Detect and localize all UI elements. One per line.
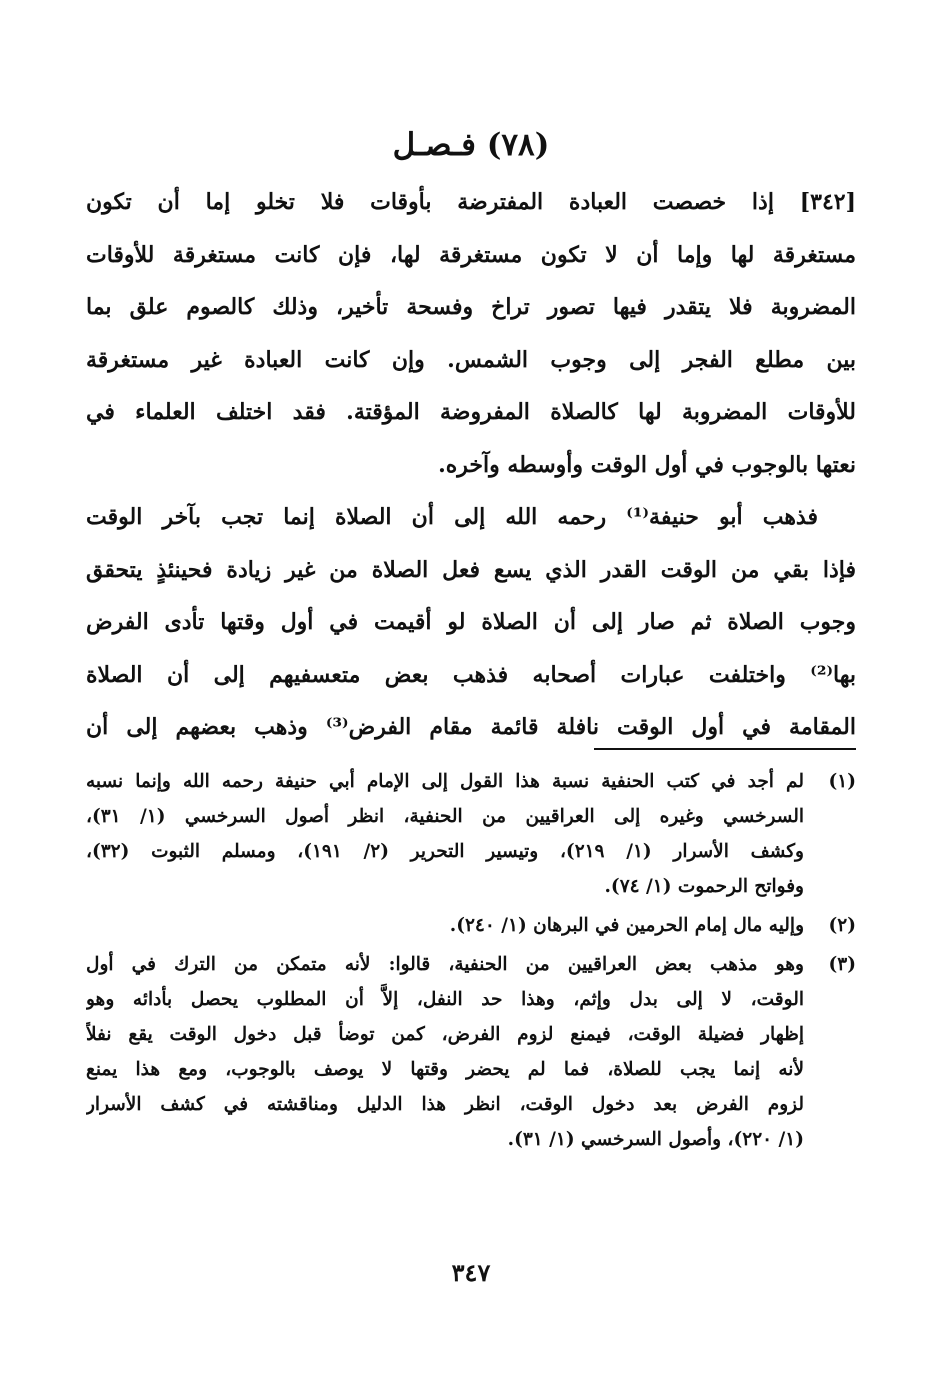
footnote-line: وفواتح الرحموت (١/ ٧٤). xyxy=(604,876,804,897)
text-line: فذهب أبو حنيفة⁽¹⁾ رحمه الله إلى أن الصلاة إنما تجب بآخر الوقت xyxy=(86,504,818,530)
footnote-number: (٣) xyxy=(828,954,856,975)
footnote-line: لم أجد في كتب الحنفية نسبة هذا القول إلى الإمام أبي حنيفة رحمه الله وإنما نسبه xyxy=(86,771,804,792)
text-line: المضروبة فلا يتقدر فيها تصور تراخ وفسحة تأخير، وذلك كالصوم علق بما xyxy=(86,294,856,320)
paragraph-2 xyxy=(86,491,856,754)
footnote-line: وكشف الأسرار (١/ ٢١٩)، وتيسير التحرير (٢/ ١٩١)، ومسلم الثبوت (٣٢)، xyxy=(86,841,804,862)
text-line: بها⁽²⁾ واختلفت عبارات أصحابه فذهب بعض متعسفيهم إلى أن الصلاة xyxy=(86,661,856,688)
footnote-line: الوقت، لا إلى بدل وإثم، وهذا حد النفل، إلاَّ أن المطلوب يحصل بأدائه وهو xyxy=(86,989,804,1010)
text-line: فإذا بقي من الوقت القدر الذي يسع فعل الصلاة من غير زيادة فحينئذٍ يتحقق xyxy=(86,556,856,583)
text-line: مستغرقة لها وإما أن لا تكون مستغرقة لها، فإن كانت مستغرقة للأوقات xyxy=(86,241,856,268)
text-line: وجوب الصلاة ثم صار إلى أن الصلاة لو أقيمت في أول وقتها تأدى الفرض xyxy=(86,609,856,635)
footnote-line: وهو مذهب بعض العراقيين من الحنفية، قالوا: لأنه متمكن من الترك في أول xyxy=(86,954,804,975)
main-text xyxy=(86,176,856,754)
paragraph-1 xyxy=(86,176,856,491)
text-line: بين مطلع الفجر إلى وجوب الشمس. وإن كانت العبادة غير مستغرقة xyxy=(86,346,856,373)
text-line: المقامة في أول الوقت نافلة قائمة مقام الفرض⁽³⁾ وذهب بعضهم إلى أن xyxy=(86,714,856,740)
footnote-line: لأنه إنما يجب للصلاة، فما لم يحضر وقتها لا يوصف بالوجوب، ومع هذا يمنع xyxy=(86,1059,804,1080)
footnotes xyxy=(86,764,856,1161)
footnote-number: (٢) xyxy=(828,915,856,936)
text-line: نعتها بالوجوب في أول الوقت وأوسطه وآخره. xyxy=(438,451,856,478)
footnote-2 xyxy=(86,908,856,943)
footnote-1 xyxy=(86,764,856,904)
section-title: (٧٨) فـصـل xyxy=(392,127,550,163)
footnote-number: (١) xyxy=(828,771,856,792)
text-line: للأوقات المضروبة لها كالصلاة المفروضة المؤقتة. فقد اختلف العلماء في xyxy=(86,399,856,425)
footnote-line: (١/ ٢٢٠)، وأصول السرخسي (١/ ٣١). xyxy=(507,1129,804,1150)
footnote-line: لزوم الفرض بعد دخول الوقت، انظر هذا الدليل ومناقشته في كشف الأسرار xyxy=(86,1094,804,1115)
footnote-line: السرخسي وغيره إلى العراقيين من الحنفية، انظر أصول السرخسي (١/ ٣١)، xyxy=(86,806,804,827)
footnote-line: إظهار فضيلة الوقت، فيمنع لزوم الفرض، كمن توضأ قبل دخول الوقت يقع نفلاً xyxy=(86,1024,804,1045)
page-number: ٣٤٧ xyxy=(451,1258,491,1287)
footnote-divider xyxy=(594,748,856,750)
text-line: [٣٤٢] إذا خصصت العبادة المفترضة بأوقات فلا تخلو إما أن تكون xyxy=(86,189,856,215)
footnote-3 xyxy=(86,947,856,1157)
footnote-line: وإليه مال إمام الحرمين في البرهان (١/ ٢٤٠). xyxy=(449,915,804,936)
